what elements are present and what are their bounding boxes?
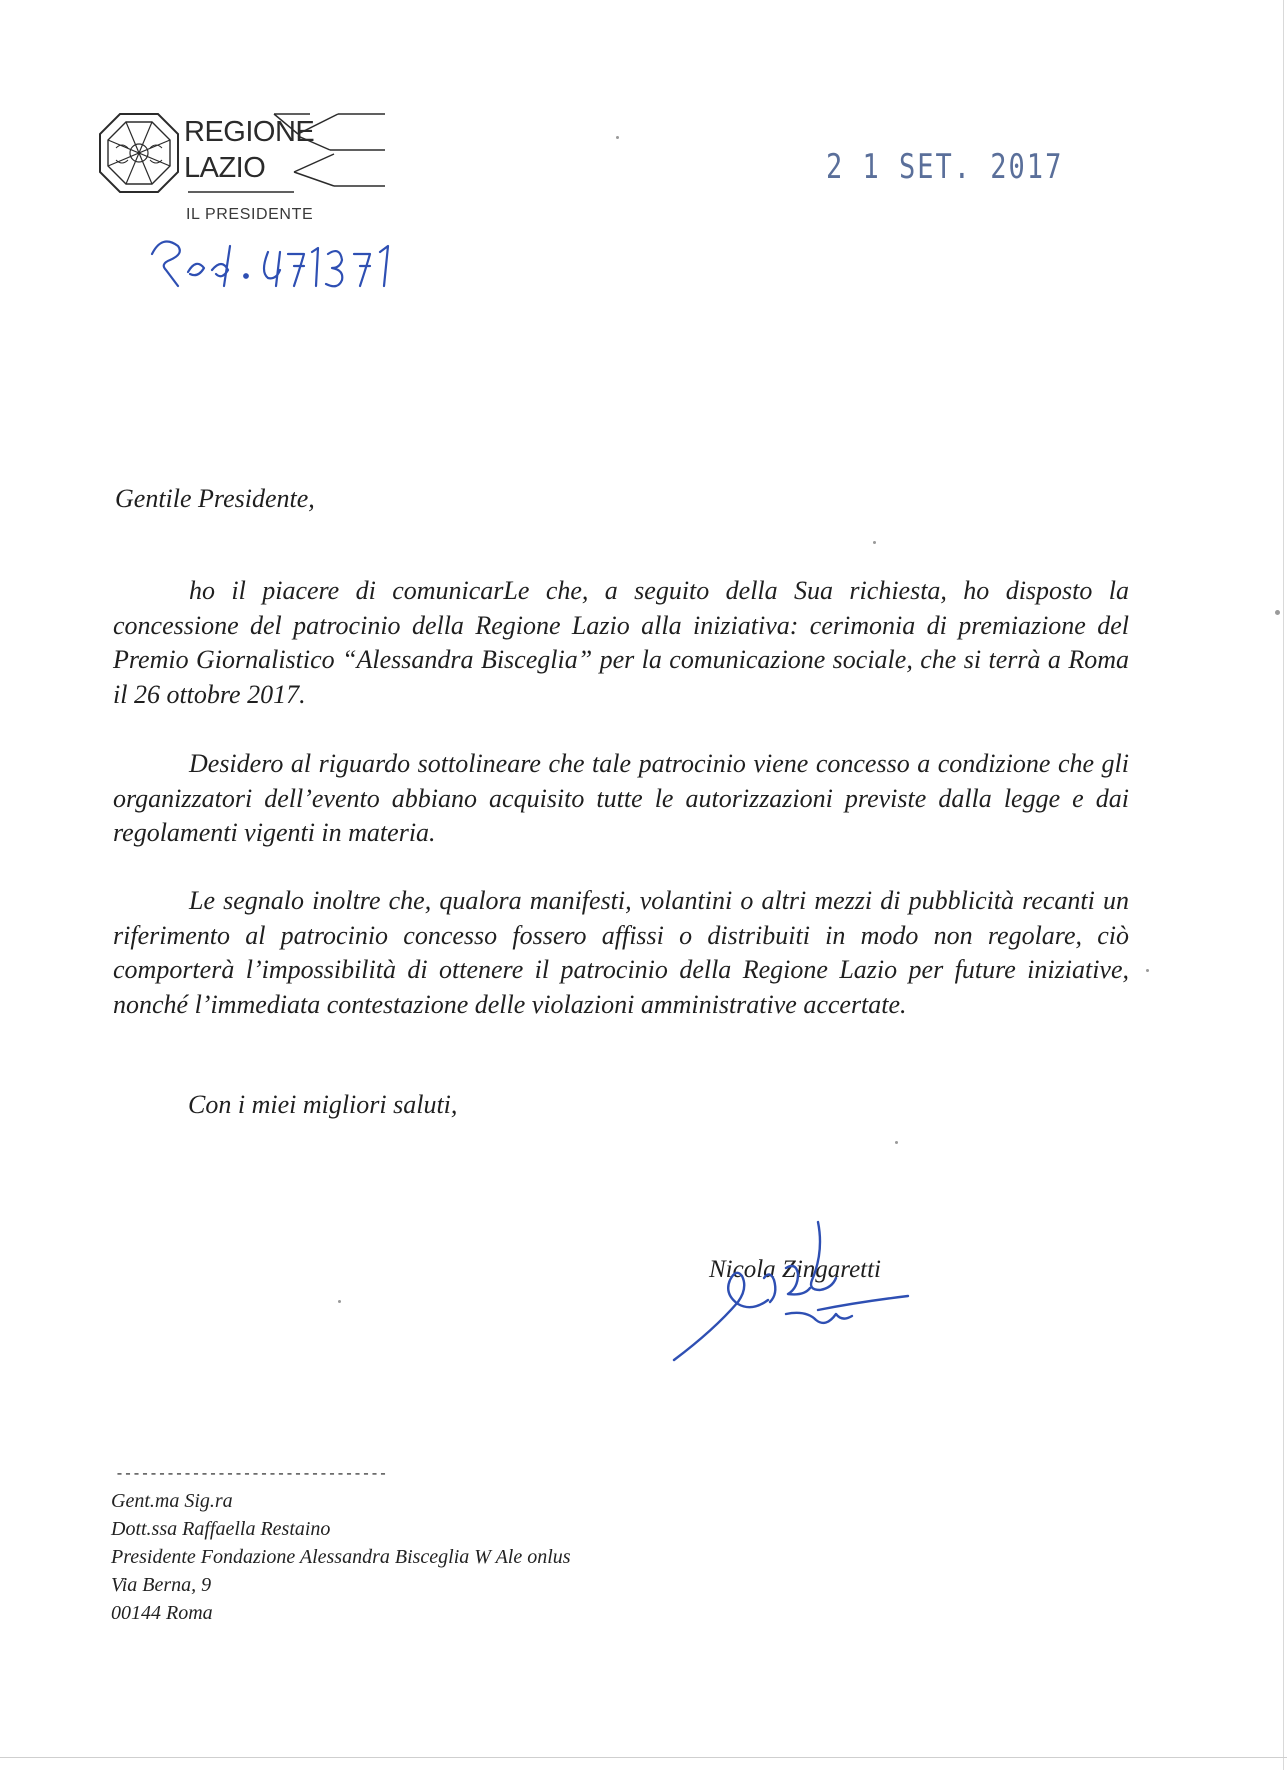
paragraph-advertising-warning: Le segnalo inoltre che, qualora manifesti, volantini o altri mezzi di pubblicità recanti un riferimento al patrocinio concesso fossero affissi o distribuiti in modo non regolare, ciò comporterà l’impossibilità di ottenere il patrocinio della Regione Lazio per future iniziative, nonché l’immediata contestazione delle violazioni amministrative accertate. — [113, 886, 1129, 1019]
handwritten-signature — [668, 1218, 910, 1368]
signatory-name: Nicola Zingaretti — [709, 1256, 881, 1283]
scan-speck — [1146, 969, 1149, 972]
handwritten-reference-mark — [148, 232, 418, 294]
addressee-line: Via Berna, 9 — [111, 1574, 212, 1596]
scan-speck — [1275, 610, 1280, 615]
date-stamp: 2 1 SET. 2017 — [826, 148, 1064, 187]
scan-speck — [873, 541, 876, 544]
addressee-divider: -------------------------------- — [115, 1466, 388, 1483]
scan-speck — [895, 1141, 898, 1144]
addressee-line: Presidente Fondazione Alessandra Bisceglia W Ale onlus — [111, 1546, 571, 1568]
office-title: IL PRESIDENTE — [186, 206, 314, 223]
scan-edge-right — [1283, 0, 1284, 1770]
addressee-line: Gent.ma Sig.ra — [111, 1490, 233, 1512]
scan-speck — [338, 1300, 341, 1303]
addressee-line: 00144 Roma — [111, 1602, 213, 1624]
salutation: Gentile Presidente, — [115, 484, 315, 513]
paragraph-authorization-condition: Desidero al riguardo sottolineare che tale patrocinio viene concesso a condizione che gli organizzatori dell’evento abbiano acquisito tutte le autorizzazioni previste dalla legge e dai regolamenti vigenti in materia. — [113, 749, 1129, 847]
scan-edge-bottom — [0, 1757, 1287, 1758]
paragraph-patronage-granted: ho il piacere di comunicarLe che, a seguito della Sua richiesta, ho disposto la concessione del patrocinio della Regione Lazio alla iniziativa: cerimonia di premiazione del Premio Giornalistico “Alessandra Bisceglia” per la comunicazione sociale, che si terrà a Roma il 26 ottobre 2017. — [113, 576, 1129, 709]
logo-wordmark-lazio: LAZIO — [184, 152, 266, 184]
addressee-line: Dott.ssa Raffaella Restaino — [111, 1518, 331, 1540]
closing-greeting: Con i miei migliori saluti, — [188, 1090, 458, 1119]
scan-speck — [616, 136, 619, 139]
logo-wordmark-regione: REGIONE — [184, 116, 315, 148]
